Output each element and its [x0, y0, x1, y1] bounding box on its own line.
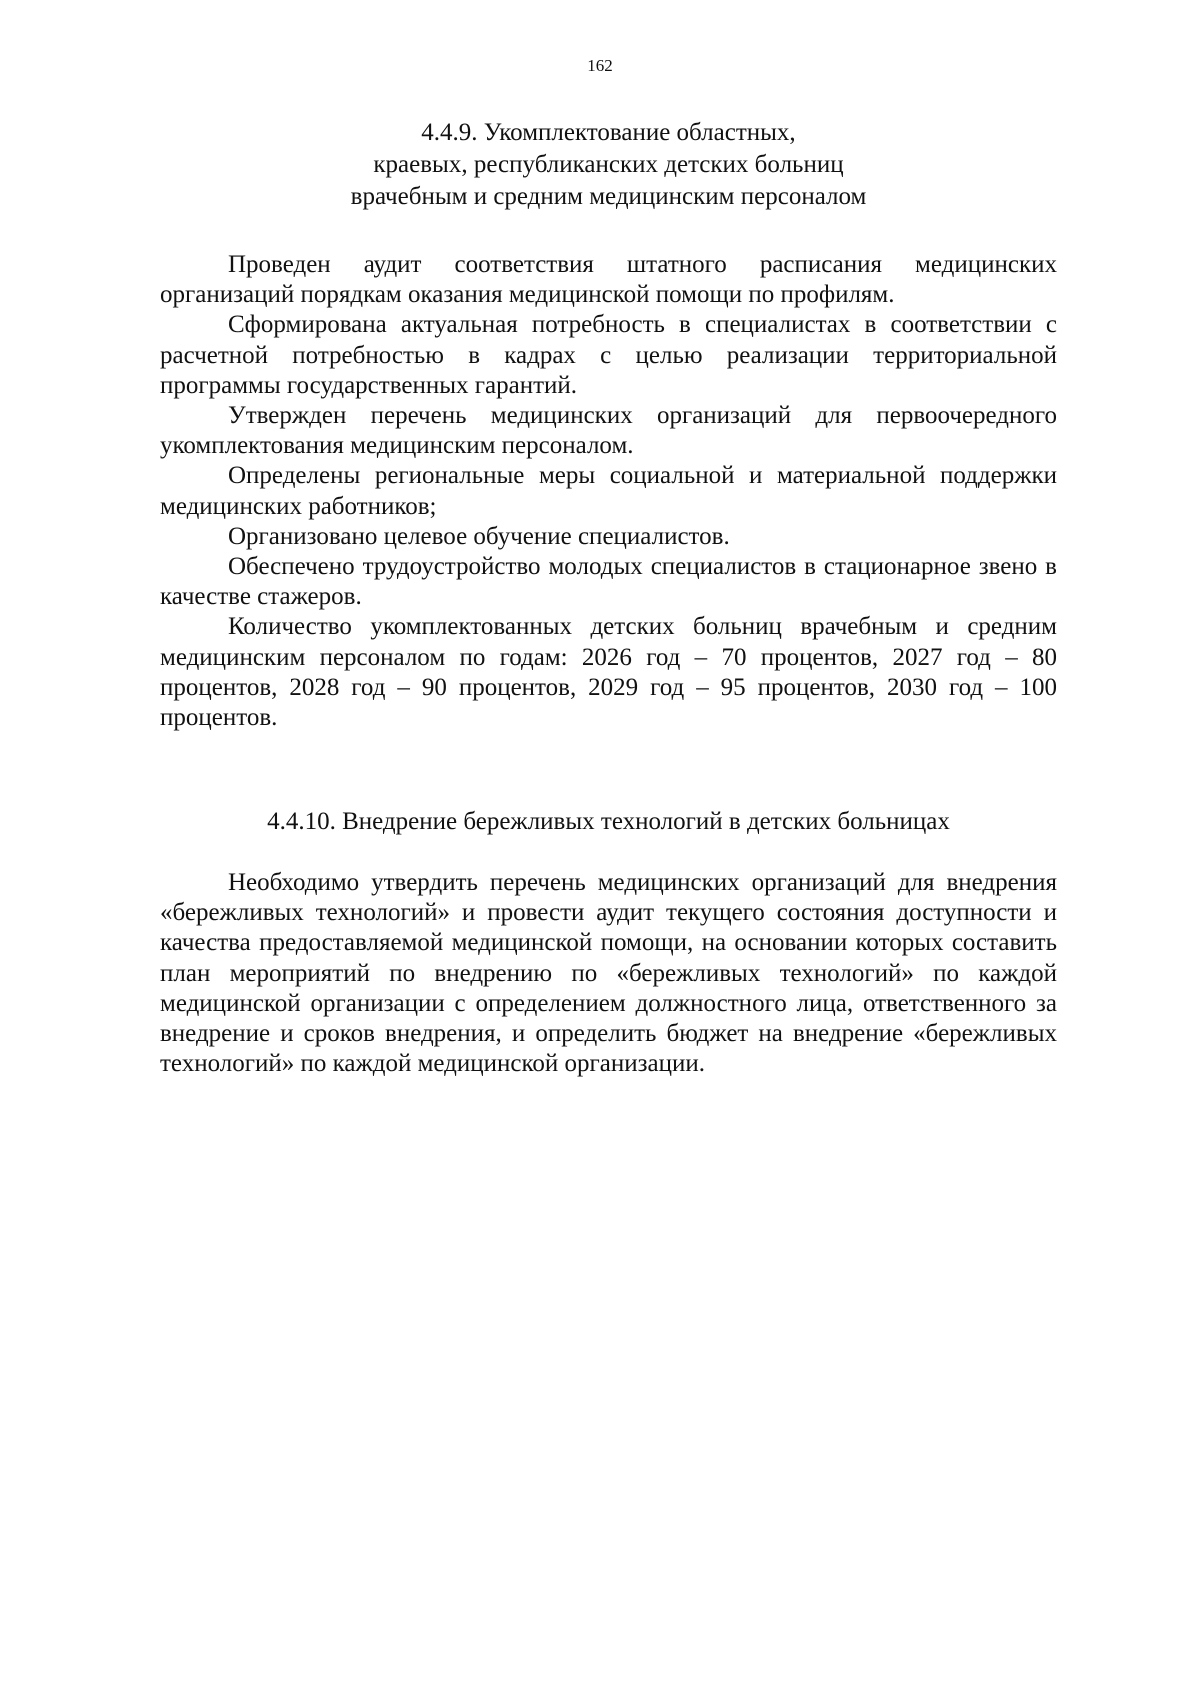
heading-line: врачебным и средним медицинским персоналом [350, 183, 867, 210]
paragraph-audit: Проведен аудит соответствия штатного расписания медицинских организаций порядкам оказания медицинской помощи по профилям. [160, 251, 1057, 309]
paragraph-employment: Обеспечено трудоустройство молодых специалистов в стационарное звено в качестве стажеров. [160, 553, 1057, 611]
page-number: 162 [587, 56, 613, 75]
paragraph-staffing-targets: Количество укомплектованных детских больниц врачебным и средним медицинским персоналом по годам: 2026 год – 70 процентов, 2027 год – 80 процентов, 2028 год – 90 процентов, 2029 год – 95 процентов, 2030 год – 100 процентов. [160, 613, 1057, 732]
paragraph-support-measures: Определены региональные меры социальной и материальной поддержки медицинских работников; [160, 462, 1057, 520]
paragraph-lean-technologies: Необходимо утвердить перечень медицинских организаций для внедрения «бережливых технологий» и провести аудит текущего состояния доступности и качества предоставляемой медицинской помощи, на основании которых составить план мероприятий по внедрению по «бережливых технологий» по каждой медицинской организации с определением должностного лица, ответственного за внедрение и сроков внедрения, и определить бюджет на внедрение «бережливых технологий» по каждой медицинской организации. [160, 869, 1057, 1078]
heading-line: 4.4.9. Укомплектование областных, [421, 119, 796, 146]
heading-line: краевых, республиканских детских больниц [373, 151, 844, 178]
section-body-4-4-10 [160, 868, 1057, 1079]
section-heading-4-4-9 [160, 117, 1057, 213]
section-body-4-4-9 [160, 250, 1057, 733]
heading-line: 4.4.10. Внедрение бережливых технологий в детских больницах [267, 808, 950, 835]
paragraph-priority-list: Утвержден перечень медицинских организаций для первоочередного укомплектования медицинским персоналом. [160, 402, 1057, 460]
paragraph-demand: Сформирована актуальная потребность в специалистах в соответствии с расчетной потребностью в кадрах с целью реализации территориальной программы государственных гарантий. [160, 311, 1057, 399]
section-heading-4-4-10 [160, 806, 1057, 838]
paragraph-targeted-training: Организовано целевое обучение специалистов. [228, 522, 730, 550]
